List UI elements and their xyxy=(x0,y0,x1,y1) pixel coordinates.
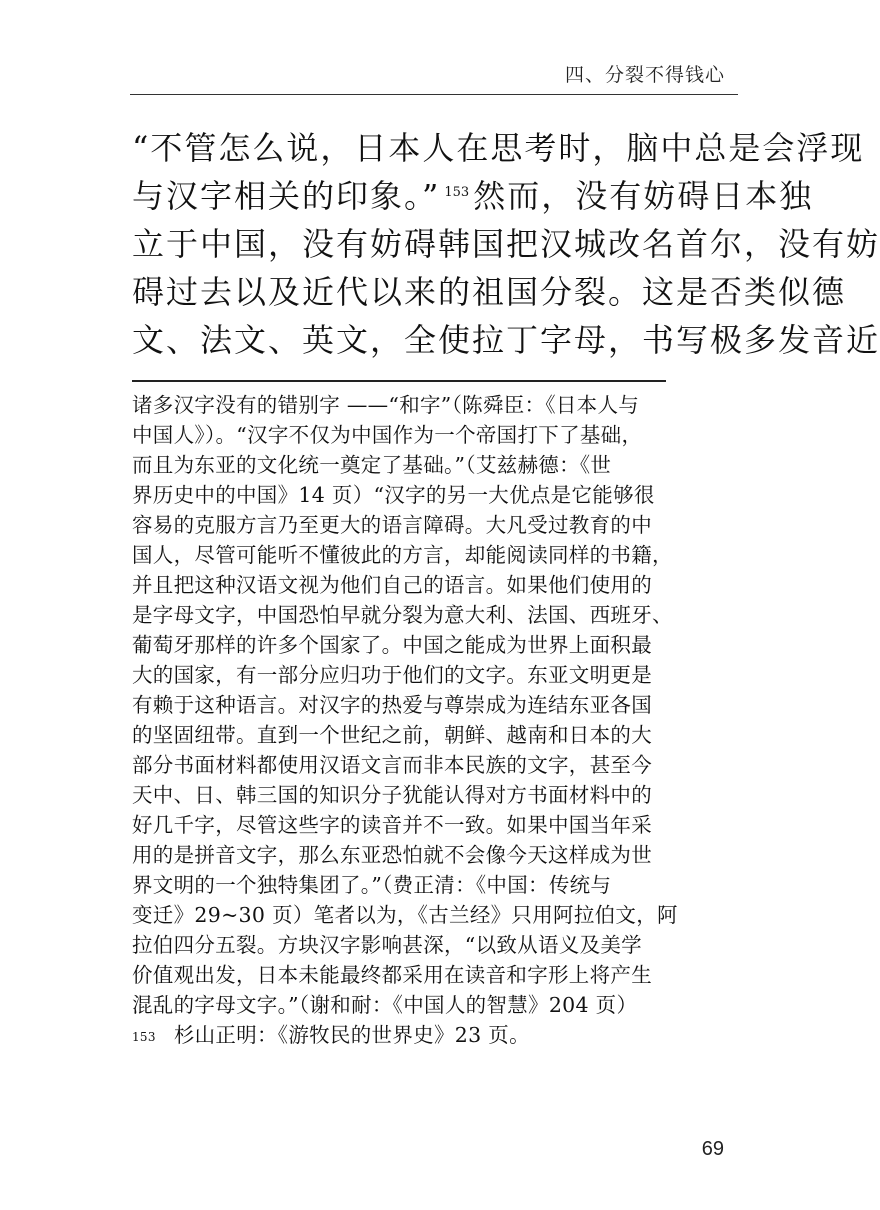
footnote-rule xyxy=(132,380,666,382)
body-line-3: 立于中国，没有妨碍韩国把汉城改名首尔，没有妨 xyxy=(132,225,880,263)
body-line-5: 文、法文、英文，全使拉丁字母，书写极多发音近 xyxy=(132,321,880,359)
body-line-1: “不管怎么说，日本人在思考时，脑中总是会浮现 xyxy=(132,129,865,167)
footnote-line: 的坚固纽带。直到一个世纪之前，朝鲜、越南和日本的大 xyxy=(132,723,652,747)
footnote-line: 容易的克服方言乃至更大的语言障碍。大凡受过教育的中 xyxy=(132,513,652,537)
footnote-line: 价值观出发，日本未能最终都采用在读音和字形上将产生 xyxy=(132,963,652,987)
footnote-line: 国人，尽管可能听不懂彼此的方言，却能阅读同样的书籍， xyxy=(132,543,673,567)
body-line-2-text: 与汉字相关的印象。” xyxy=(132,177,441,215)
footnote-line: 界文明的一个独特集团了。”（费正清：《中国：传统与 xyxy=(132,873,612,897)
footnote-line: 而且为东亚的文化统一奠定了基础。”（艾兹赫德：《世 xyxy=(132,453,612,477)
body-line-2 xyxy=(132,172,814,220)
running-header: 四、分裂不得钱心 xyxy=(564,64,725,86)
footnote-line: 用的是拼音文字，那么东亚恐怕就不会像今天这样成为世 xyxy=(132,843,652,867)
footnote-line: 混乱的字母文字。”（谢和耐：《中国人的智慧》204 页） xyxy=(132,993,638,1017)
footnote-line: 变迁》29~30 页）笔者以为，《古兰经》只用阿拉伯文，阿 xyxy=(132,903,678,927)
footnote-line: 好几千字，尽管这些字的读音并不一致。如果中国当年采 xyxy=(132,813,652,837)
footnotes xyxy=(132,390,692,1050)
footnote-line: 并且把这种汉语文视为他们自己的语言。如果他们使用的 xyxy=(132,573,652,597)
footnote-line: 部分书面材料都使用汉语文言而非本民族的文字，甚至今 xyxy=(132,753,652,777)
footnote-line: 拉伯四分五裂。方块汉字影响甚深，“以致从语义及美学 xyxy=(132,933,642,957)
page-number: 69 xyxy=(701,1138,724,1160)
body-text xyxy=(132,124,880,364)
footnote-ref-153[interactable]: 153 xyxy=(444,185,470,200)
footnote-line: 是字母文字，中国恐怕早就分裂为意大利、法国、西班牙、 xyxy=(132,603,673,627)
footnote-line: 界历史中的中国》14 页）“汉字的另一大优点是它能够很 xyxy=(132,483,655,507)
footnote-line: 有赖于这种语言。对汉字的热爱与尊崇成为连结东亚各国 xyxy=(132,693,652,717)
header-rule xyxy=(130,94,738,95)
footnote-line: 天中、日、韩三国的知识分子犹能认得对方书面材料中的 xyxy=(132,783,652,807)
body-line-4: 碍过去以及近代以来的祖国分裂。这是否类似德 xyxy=(132,273,847,311)
body-line-2-cont: 然而，没有妨碍日本独 xyxy=(473,177,814,215)
footnote-153-text: 杉山正明：《游牧民的世界史》23 页。 xyxy=(173,1023,530,1047)
footnote-line: 葡萄牙那样的许多个国家了。中国之能成为世界上面积最 xyxy=(132,633,652,657)
footnote-line: 中国人》）。“汉字不仅为中国作为一个帝国打下了基础， xyxy=(132,423,643,447)
footnote-line: 诸多汉字没有的错别字 ——“和字”（陈舜臣：《日本人与 xyxy=(132,393,640,417)
footnote-153 xyxy=(132,1020,692,1050)
footnote-line: 大的国家，有一部分应归功于他们的文字。东亚文明更是 xyxy=(132,663,652,687)
footnote-153-number: 153 xyxy=(132,1030,156,1044)
